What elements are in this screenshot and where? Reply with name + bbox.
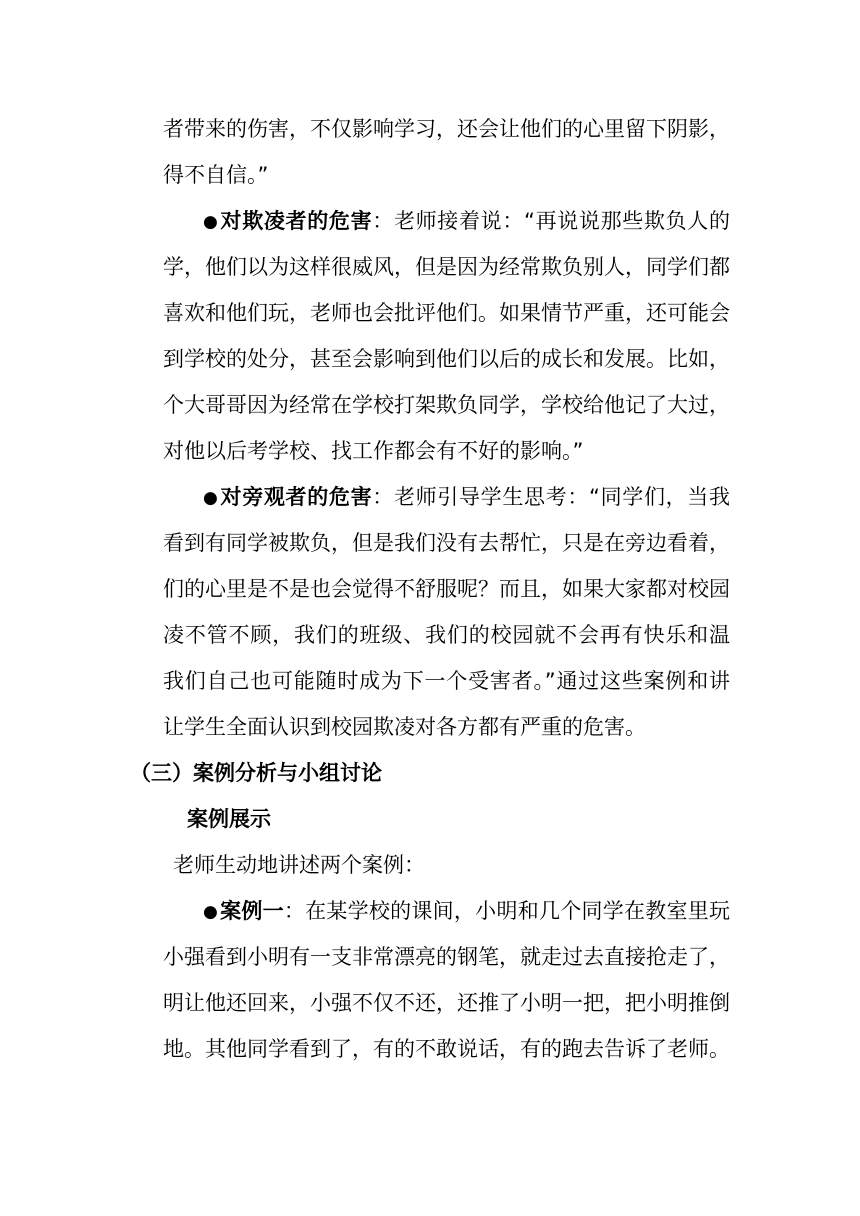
paragraph-line: 者带来的伤害，不仅影响学习，还会让他们的心里留下阴影， [163, 117, 730, 141]
bullet-term: 对旁观者的危害 [220, 485, 373, 509]
bullet-item-bystanders-first-line [203, 483, 730, 511]
paragraph-line: 看到有同学被欺负，但是我们没有去帮忙，只是在旁边看着， [163, 531, 730, 555]
paragraph-line: 凌不管不顾，我们的班级、我们的校园就不会再有快乐和温 [163, 623, 730, 647]
paragraph-line: 我们自己也可能随时成为下一个受害者。”通过这些案例和讲 [163, 669, 730, 693]
bullet-term: 案例一 [220, 899, 284, 923]
bullet-icon: ● [203, 488, 219, 508]
bullet-text: ：老师引导学生思考：“同学们，当我 [372, 485, 730, 509]
section-heading: （三）案例分析与小组讨论 [130, 761, 382, 785]
paragraph-line: 学，他们以为这样很威风，但是因为经常欺负别人，同学们都 [163, 255, 730, 279]
paragraph-line: 喜欢和他们玩，老师也会批评他们。如果情节严重，还可能会 [163, 301, 730, 325]
bullet-item-bullies-first-line [203, 207, 730, 235]
paragraph-line: 到学校的处分，甚至会影响到他们以后的成长和发展。比如， [163, 347, 730, 371]
paragraph-line: 地。其他同学看到了，有的不敢说话，有的跑去告诉了老师。 [163, 1037, 730, 1061]
bullet-term: 对欺凌者的危害 [220, 209, 373, 233]
paragraph-line: 对他以后考学校、找工作都会有不好的影响。” [163, 439, 584, 463]
bullet-icon: ● [203, 212, 219, 232]
bullet-icon: ● [203, 902, 219, 922]
bullet-item-case-one-first-line [203, 897, 730, 925]
bullet-text: ：老师接着说：“再说说那些欺负人的 [372, 209, 730, 233]
intro-text: 老师生动地讲述两个案例： [173, 853, 425, 877]
paragraph-line: 们的心里是不是也会觉得不舒服呢？而且，如果大家都对校园 [163, 577, 730, 601]
paragraph-line: 小强看到小明有一支非常漂亮的钢笔，就走过去直接抢走了， [163, 945, 730, 969]
sub-heading: 案例展示 [187, 807, 271, 831]
paragraph-line: 明让他还回来，小强不仅不还，还推了小明一把，把小明推倒 [163, 991, 730, 1015]
bullet-text: ：在某学校的课间，小明和几个同学在教室里玩 [283, 899, 730, 923]
paragraph-line: 得不自信。” [163, 163, 269, 187]
paragraph-line: 个大哥哥因为经常在学校打架欺负同学，学校给他记了大过， [163, 393, 730, 417]
paragraph-line: 让学生全面认识到校园欺凌对各方都有严重的危害。 [163, 715, 646, 739]
